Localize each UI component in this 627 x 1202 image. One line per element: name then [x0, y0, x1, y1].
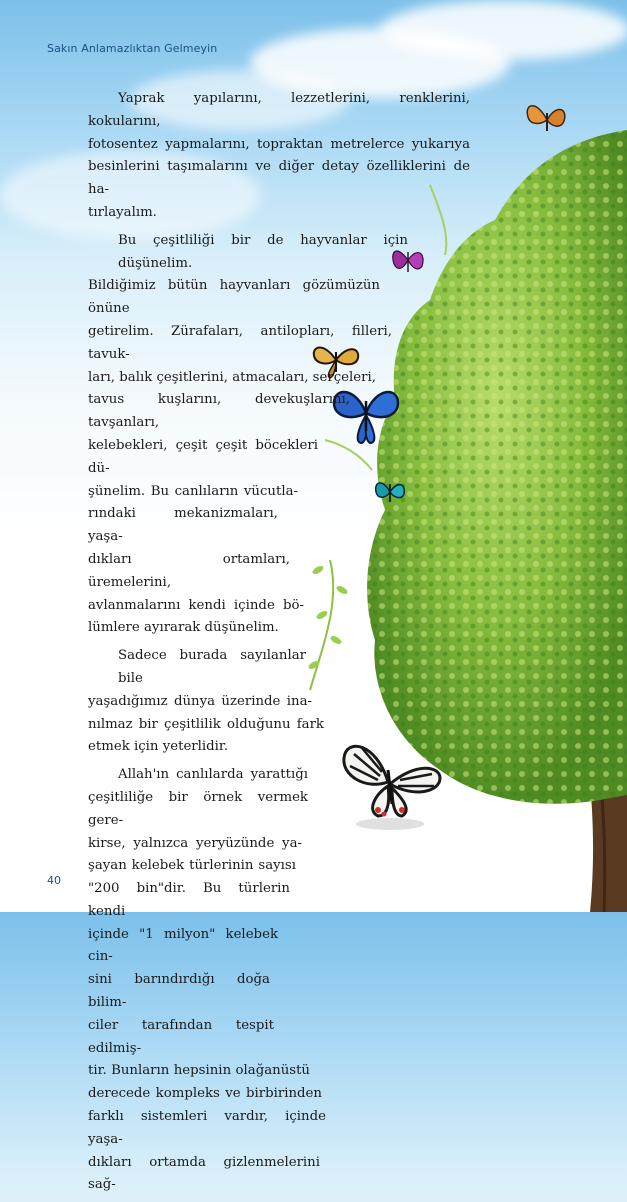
text-line: içinde "1 milyon" kelebek cin- — [88, 926, 278, 965]
text-line: farklı sistemleri vardır, içinde yaşa- — [88, 1109, 326, 1147]
running-header: Sakın Anlamazlıktan Gelmeyin — [47, 42, 218, 55]
text-line: lümlere ayırarak düşünelim. — [88, 620, 279, 636]
paragraph-4 — [88, 764, 470, 1197]
text-line: rındaki mekanizmaları, yaşa- — [88, 506, 278, 545]
text-line: ları, balık çeşitlerini, atmacaları, serçeleri, — [88, 369, 376, 385]
text-line: Yaprak yapılarını, lezzetlerini, renklerini, kokularını, — [88, 91, 470, 129]
paragraph-3 — [88, 645, 470, 759]
text-line: tırlayalım. — [88, 204, 157, 220]
text-line: şünelim. Bu canlıların vücutla- — [88, 483, 298, 499]
paragraph-1 — [88, 88, 470, 225]
text-line: "200 bin"dir. Bu türlerin kendi — [88, 881, 290, 919]
text-line: fotosentez yapmalarını, topraktan metrelerce yukarıya — [88, 136, 470, 152]
text-line: dıkları ortamları, üremelerini, — [88, 551, 290, 590]
text-line: tavus kuşlarını, devekuşlarını, tavşanları, — [88, 392, 350, 431]
page-number: 40 — [47, 874, 61, 887]
text-line: derecede kompleks ve birbirinden — [88, 1086, 322, 1102]
text-line: dıkları ortamda gizlenmelerini sağ- — [88, 1154, 320, 1193]
text-line: etmek için yeterlidir. — [88, 739, 229, 755]
text-line: yaşadığımız dünya üzerinde ina- — [88, 693, 312, 709]
paragraph-2 — [88, 230, 470, 640]
text-line: Bildiğimiz bütün hayvanları gözümüzün önüne — [88, 278, 380, 317]
text-line: kelebekleri, çeşit çeşit böcekleri dü- — [88, 437, 318, 476]
text-line: Sadece burada sayılanlar bile — [118, 648, 306, 686]
text-line: besinlerini taşımalarını ve diğer detay özelliklerini de ha- — [88, 159, 470, 198]
text-line: Bu çeşitliliği bir de hayvanlar için düşünelim. — [118, 232, 408, 271]
text-line: sini barındırdığı doğa bilim- — [88, 972, 270, 1011]
text-line: nılmaz bir çeşitlilik olduğunu fark — [88, 716, 324, 732]
text-line: getirelim. Zürafaları, antilopları, filleri, tavuk- — [88, 323, 392, 362]
text-line: Allah'ın canlılarda yarattığı — [118, 767, 308, 783]
body-text — [88, 88, 470, 1202]
text-line: avlanmalarını kendi içinde bö- — [88, 597, 304, 613]
text-line: kirse, yalnızca yeryüzünde ya- — [88, 835, 302, 851]
text-line: ciler tarafından tespit edilmiş- — [88, 1017, 274, 1056]
text-line: çeşitliliğe bir örnek vermek gere- — [88, 789, 308, 828]
butterfly-orange-icon — [522, 95, 572, 145]
text-line: tir. Bunların hepsinin olağanüstü — [88, 1063, 310, 1079]
text-line: şayan kelebek türlerinin sayısı — [88, 858, 296, 874]
